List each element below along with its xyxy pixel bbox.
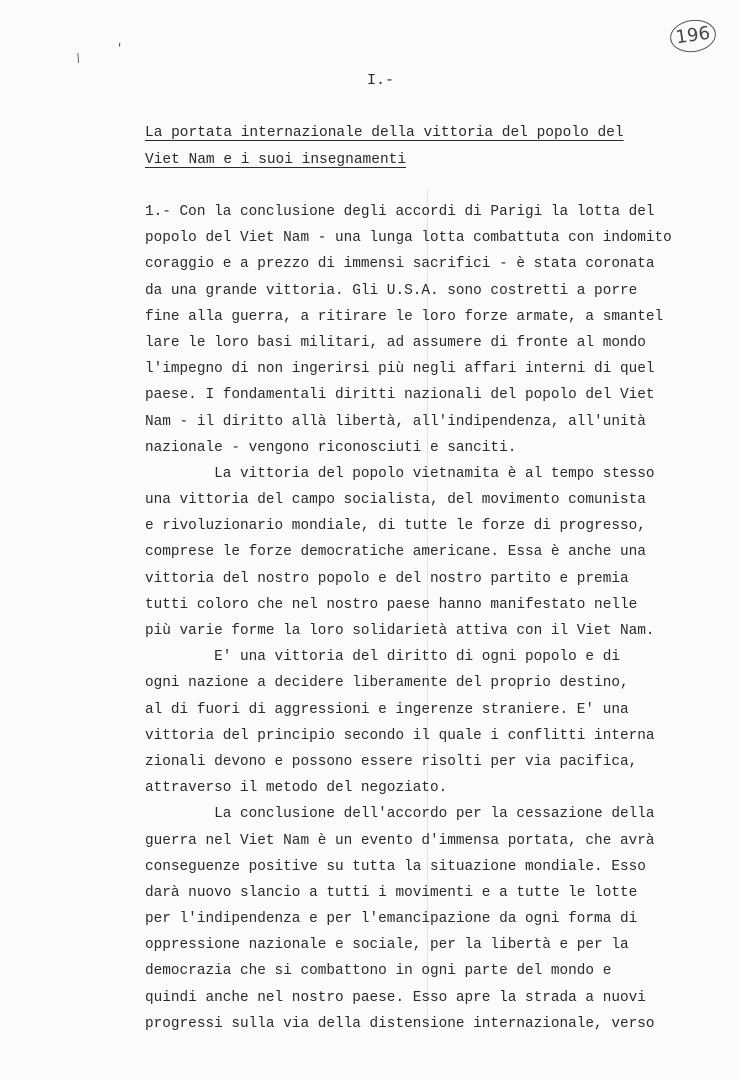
section-heading: I.- [367, 72, 395, 89]
text-line: fine alla guerra, a ritirare le loro forze armate, a smantel [145, 308, 664, 325]
text-line: paese. I fondamentali diritti nazionali del popolo del Viet [145, 387, 655, 404]
text-line: lare le loro basi militari, ad assumere di fronte al mondo [145, 334, 646, 351]
text-line: popolo del Viet Nam - una lunga lotta combattuta con indomito [145, 230, 672, 247]
text-line: progressi sulla via della distensione internazionale, verso [145, 1015, 655, 1032]
text-line: per l'indipendenza e per l'emancipazione da ogni forma di [145, 911, 638, 928]
text-line: quindi anche nel nostro paese. Esso apre la strada a nuovi [145, 989, 646, 1006]
margin-mark: ' [116, 42, 124, 56]
text-line: comprese le forze democratiche americane. Essa è anche una [145, 544, 646, 561]
text-line: più varie forme la loro solidarietà attiva con il Viet Nam. [145, 623, 655, 639]
text-line: democrazia che si combattono in ogni parte del mondo e [145, 963, 612, 980]
text-line: ogni nazione a decidere liberamente del proprio destino, [145, 675, 629, 692]
title-line: La portata internazionale della vittoria del popolo del [145, 125, 624, 141]
text-line: al di fuori di aggressioni e ingerenze straniere. E' una [145, 701, 629, 718]
text-line: oppressione nazionale e sociale, per la libertà e per la [145, 937, 629, 954]
margin-mark: \ [71, 51, 84, 67]
document-title [145, 120, 624, 174]
text-line: vittoria del principio secondo il quale i conflitti interna [145, 727, 655, 744]
text-line: nazionale - vengono riconosciuti e sanciti. [145, 439, 517, 456]
text-line: l'impegno di non ingerirsi più negli affari interni di quel [145, 361, 655, 378]
text-line: da una grande vittoria. Gli U.S.A. sono costretti a porre [145, 282, 638, 299]
text-line: E' una vittoria del diritto di ogni popolo e di [145, 649, 620, 666]
text-line: darà nuovo slancio a tutti i movimenti e a tutte le lotte [145, 884, 638, 901]
title-line: Viet Nam e i suoi insegnamenti [145, 152, 407, 168]
body-text [145, 199, 705, 1037]
text-line: tutti coloro che nel nostro paese hanno manifestato nelle [145, 596, 638, 613]
text-line: La vittoria del popolo vietnamita è al tempo stesso [145, 465, 655, 482]
text-line: vittoria del nostro popolo e del nostro partito e premia [145, 570, 629, 587]
text-line: coraggio e a prezzo di immensi sacrifici - è stata coronata [145, 256, 655, 273]
text-line: Nam - il diritto allà libertà, all'indipendenza, all'unità [145, 413, 646, 430]
text-line: 1.- Con la conclusione degli accordi di Parigi la lotta del [145, 204, 655, 220]
text-line: conseguenze positive su tutta la situazione mondiale. Esso [145, 858, 646, 875]
text-line: guerra nel Viet Nam è un evento d'immensa portata, che avrà [145, 832, 655, 849]
page-number-stamp: 196 [668, 17, 718, 55]
text-line: attraverso il metodo del negoziato. [145, 780, 448, 797]
text-line: zionali devono e possono essere risolti per via pacifica, [145, 753, 638, 770]
text-line: e rivoluzionario mondiale, di tutte le forze di progresso, [145, 518, 646, 535]
text-line: una vittoria del campo socialista, del movimento comunista [145, 492, 646, 509]
text-line: La conclusione dell'accordo per la cessazione della [145, 806, 655, 823]
